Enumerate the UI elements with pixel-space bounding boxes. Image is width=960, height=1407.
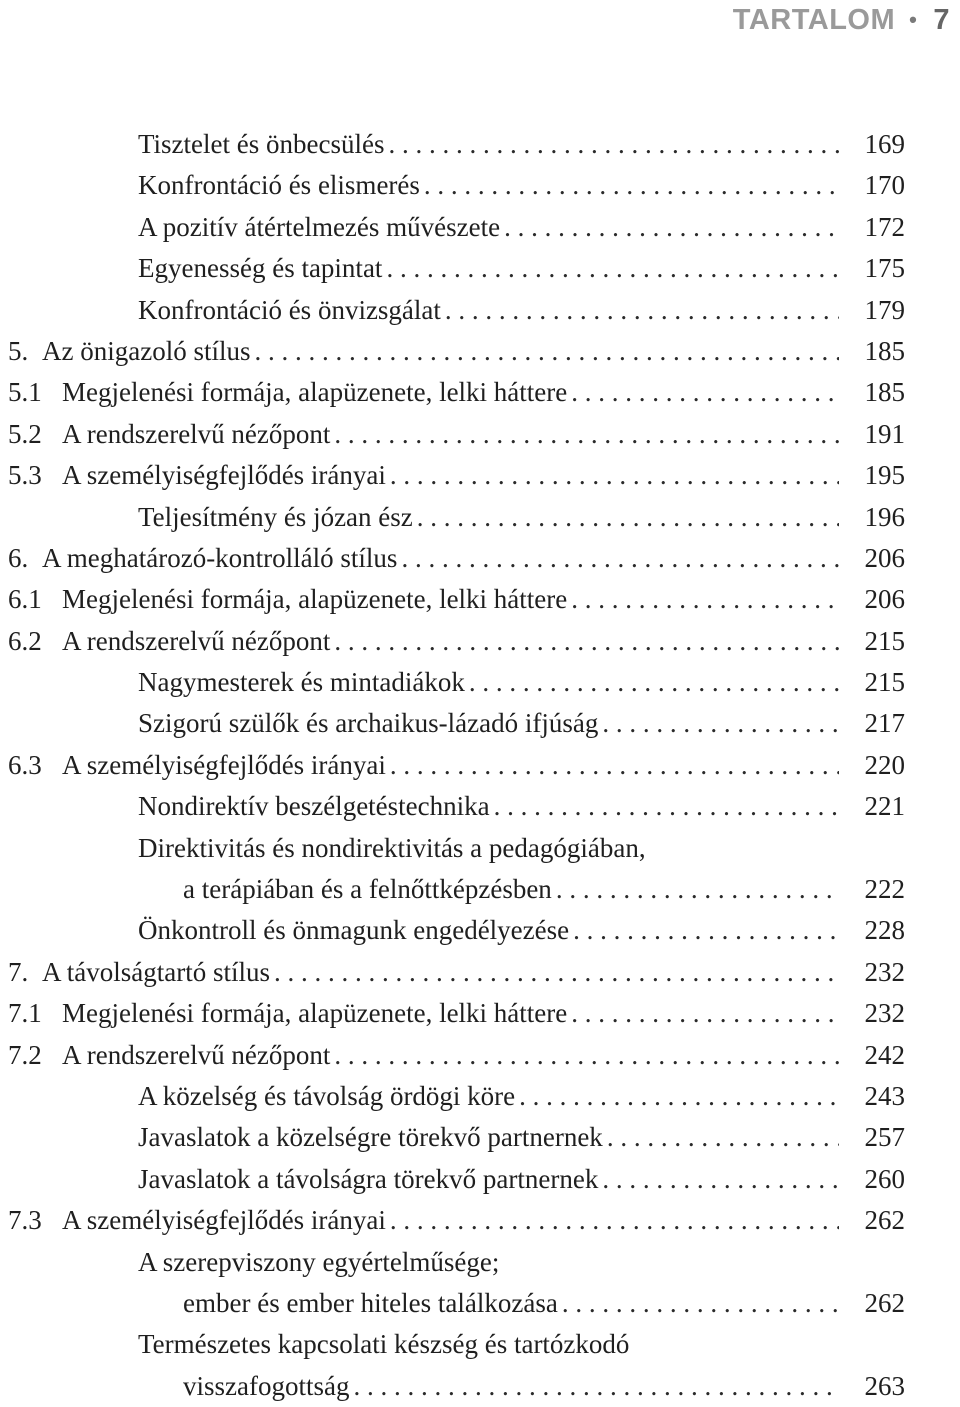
toc-entry-title: A közelség és távolság ördögi köre	[138, 1080, 516, 1111]
toc-row	[0, 786, 960, 827]
dot-leader	[390, 1200, 839, 1241]
toc-entry-title: Nagymesterek és mintadiákok	[138, 667, 465, 698]
toc-row	[0, 1200, 960, 1241]
toc-row	[0, 703, 960, 744]
toc-entry-page: 185	[864, 377, 905, 408]
dot-leader	[602, 1159, 839, 1200]
toc-entry-page: 221	[864, 791, 905, 822]
toc-entry-title: A rendszerelvű nézőpont	[62, 418, 331, 449]
toc-entry[interactable]	[138, 1076, 905, 1117]
toc-entry-number: 7.1	[8, 998, 42, 1029]
table-of-contents	[0, 124, 960, 1407]
dot-leader	[556, 869, 839, 910]
toc-entry[interactable]	[138, 662, 905, 703]
toc-entry[interactable]	[138, 786, 905, 827]
dot-leader	[519, 1076, 839, 1117]
header-title: TARTALOM	[732, 3, 896, 36]
toc-entry[interactable]	[8, 1200, 905, 1241]
dot-leader	[334, 621, 839, 662]
dot-leader	[573, 910, 839, 951]
toc-entry-page: 169	[864, 129, 905, 159]
toc-entry-title: A pozitív átértelmezés művészete	[138, 211, 501, 242]
dot-leader	[571, 579, 839, 620]
toc-entry-number: 5.2	[8, 418, 42, 449]
toc-row	[0, 207, 960, 248]
toc-entry-page: 257	[864, 1122, 905, 1153]
toc-entry-page: 260	[864, 1163, 905, 1194]
toc-entry[interactable]	[183, 869, 905, 910]
toc-entry-title: Tisztelet és önbecsülés	[138, 129, 385, 159]
toc-row	[0, 910, 960, 951]
dot-leader	[571, 372, 839, 413]
toc-entry-page: 185	[864, 335, 905, 366]
toc-row	[0, 745, 960, 786]
toc-entry-page: 206	[864, 542, 905, 573]
dot-leader	[417, 497, 839, 538]
toc-entry-title: Szigorú szülők és archaikus-lázadó ifjúság	[138, 708, 599, 739]
toc-entry-page: 179	[864, 294, 905, 325]
toc-entry-title: Megjelenési formája, alapüzenete, lelki háttere	[62, 584, 568, 615]
dot-leader	[424, 165, 839, 206]
toc-entry-page: 215	[864, 667, 905, 698]
toc-entry-title: A személyiségfejlődés irányai	[62, 1205, 386, 1236]
toc-row	[0, 952, 960, 993]
toc-entry-title: a terápiában és a felnőttképzésben	[183, 874, 552, 905]
toc-row	[0, 124, 960, 165]
toc-entry-page: 215	[864, 625, 905, 656]
toc-entry[interactable]	[8, 538, 905, 579]
dot-leader	[334, 1035, 839, 1076]
toc-entry-number: 7.2	[8, 1039, 42, 1070]
toc-entry-number: 5.3	[8, 460, 42, 491]
dot-leader	[390, 455, 839, 496]
toc-entry-page: 217	[864, 708, 905, 739]
toc-entry[interactable]	[183, 1366, 905, 1407]
toc-entry-number: 5.1	[8, 377, 42, 408]
toc-row	[0, 1076, 960, 1117]
toc-entry[interactable]	[138, 165, 905, 206]
toc-entry-page: 228	[864, 915, 905, 946]
toc-row	[0, 993, 960, 1034]
toc-entry[interactable]	[138, 1117, 905, 1158]
toc-entry-title: Konfrontáció és elismerés	[138, 170, 420, 201]
dot-leader	[388, 124, 839, 165]
toc-entry[interactable]	[138, 910, 905, 951]
toc-entry-title: A személyiségfejlődés irányai	[62, 749, 386, 780]
toc-row	[0, 165, 960, 206]
toc-entry-number: 6.1	[8, 584, 42, 615]
toc-entry-title: ember és ember hiteles találkozása	[183, 1287, 558, 1318]
dot-leader	[445, 290, 839, 331]
toc-entry-page: 242	[864, 1039, 905, 1070]
toc-entry[interactable]	[138, 124, 905, 165]
toc-row	[0, 248, 960, 289]
toc-entry-page: 206	[864, 584, 905, 615]
toc-entry[interactable]	[8, 621, 905, 662]
toc-row	[0, 1035, 960, 1076]
toc-row	[0, 331, 960, 372]
toc-entry-page: 172	[864, 211, 905, 242]
toc-entry[interactable]	[8, 331, 905, 372]
toc-entry-page: 196	[864, 501, 905, 532]
toc-entry-number: 6.2	[8, 625, 42, 656]
toc-entry-title: Direktivitás és nondirektivitás a pedagógiában,	[138, 832, 646, 863]
toc-entry[interactable]	[138, 828, 905, 869]
toc-row	[0, 1159, 960, 1200]
toc-entry-title: Természetes kapcsolati készség és tartózkodó	[138, 1329, 630, 1360]
toc-entry[interactable]	[138, 1324, 905, 1365]
dot-leader	[607, 1117, 839, 1158]
toc-row	[0, 579, 960, 620]
toc-entry-title: Egyenesség és tapintat	[138, 253, 383, 284]
toc-entry-title: Konfrontáció és önvizsgálat	[138, 294, 441, 325]
toc-entry-number: 5.	[8, 335, 29, 366]
toc-entry-page: 170	[864, 170, 905, 201]
dot-leader	[504, 207, 839, 248]
toc-entry[interactable]	[138, 207, 905, 248]
dot-leader	[562, 1283, 839, 1324]
toc-entry-title: Javaslatok a közelségre törekvő partnernek	[138, 1122, 603, 1153]
dot-leader	[353, 1366, 839, 1407]
toc-entry-page: 262	[864, 1287, 905, 1318]
toc-entry-page: 220	[864, 749, 905, 780]
toc-entry[interactable]	[8, 372, 905, 413]
toc-entry[interactable]	[8, 745, 905, 786]
toc-entry-title: Megjelenési formája, alapüzenete, lelki háttere	[62, 377, 568, 408]
dot-leader	[274, 952, 839, 993]
toc-entry-number: 6.3	[8, 749, 42, 780]
toc-entry-title: A meghatározó-kontrolláló stílus	[42, 542, 398, 573]
toc-entry[interactable]	[138, 1242, 905, 1283]
dot-leader	[386, 248, 839, 289]
toc-entry-page: 262	[864, 1205, 905, 1236]
running-header	[733, 0, 950, 40]
toc-entry-title: A szerepviszony egyértelműsége;	[138, 1246, 500, 1277]
toc-entry-title: A távolságtartó stílus	[42, 956, 270, 987]
dot-leader	[494, 786, 839, 827]
toc-entry-title: Javaslatok a távolságra törekvő partnernek	[138, 1163, 599, 1194]
toc-entry-page: 263	[864, 1370, 905, 1401]
toc-entry-page: 232	[864, 998, 905, 1029]
toc-entry-title: Az önigazoló stílus	[42, 335, 251, 366]
toc-entry[interactable]	[8, 952, 905, 993]
toc-entry-title: Megjelenési formája, alapüzenete, lelki háttere	[62, 998, 568, 1029]
toc-entry[interactable]	[138, 1159, 905, 1200]
toc-entry-number: 7.	[8, 956, 29, 987]
toc-row	[0, 455, 960, 496]
dot-leader	[571, 993, 839, 1034]
toc-entry[interactable]	[8, 579, 905, 620]
toc-entry-page: 191	[864, 418, 905, 449]
toc-row	[0, 1283, 960, 1324]
toc-entry-title: Teljesítmény és józan ész	[138, 501, 413, 532]
toc-row	[0, 621, 960, 662]
toc-row	[0, 414, 960, 455]
toc-entry-title: Önkontroll és önmagunk engedélyezése	[138, 915, 570, 946]
toc-row	[0, 662, 960, 703]
toc-row	[0, 1366, 960, 1407]
toc-row	[0, 290, 960, 331]
toc-entry-number: 7.3	[8, 1205, 42, 1236]
dot-leader	[602, 703, 839, 744]
toc-row	[0, 1324, 960, 1365]
toc-row	[0, 372, 960, 413]
header-separator: •	[909, 7, 918, 32]
toc-entry-title: A személyiségfejlődés irányai	[62, 460, 386, 491]
toc-entry[interactable]	[8, 1035, 905, 1076]
toc-entry[interactable]	[183, 1283, 905, 1324]
toc-entry[interactable]	[138, 290, 905, 331]
dot-leader	[334, 414, 839, 455]
dot-leader	[254, 331, 839, 372]
toc-entry-title: A rendszerelvű nézőpont	[62, 1039, 331, 1070]
toc-entry[interactable]	[138, 703, 905, 744]
toc-entry[interactable]	[138, 248, 905, 289]
toc-entry[interactable]	[8, 414, 905, 455]
toc-entry-page: 222	[864, 874, 905, 905]
toc-row	[0, 869, 960, 910]
toc-row	[0, 538, 960, 579]
toc-entry-number: 6.	[8, 542, 29, 573]
toc-entry-page: 232	[864, 956, 905, 987]
toc-entry-title: Nondirektív beszélgetéstechnika	[138, 791, 490, 822]
toc-row	[0, 497, 960, 538]
toc-row	[0, 1242, 960, 1283]
toc-entry-page: 195	[864, 460, 905, 491]
dot-leader	[469, 662, 839, 703]
toc-entry[interactable]	[138, 497, 905, 538]
toc-entry-page: 175	[864, 253, 905, 284]
toc-row	[0, 828, 960, 869]
dot-leader	[390, 745, 839, 786]
toc-entry-title: A rendszerelvű nézőpont	[62, 625, 331, 656]
header-page-number: 7	[933, 3, 950, 36]
dot-leader	[401, 538, 839, 579]
toc-row	[0, 1117, 960, 1158]
toc-entry[interactable]	[8, 455, 905, 496]
toc-entry-page: 243	[864, 1080, 905, 1111]
toc-entry[interactable]	[8, 993, 905, 1034]
toc-entry-title: visszafogottság	[183, 1370, 350, 1401]
